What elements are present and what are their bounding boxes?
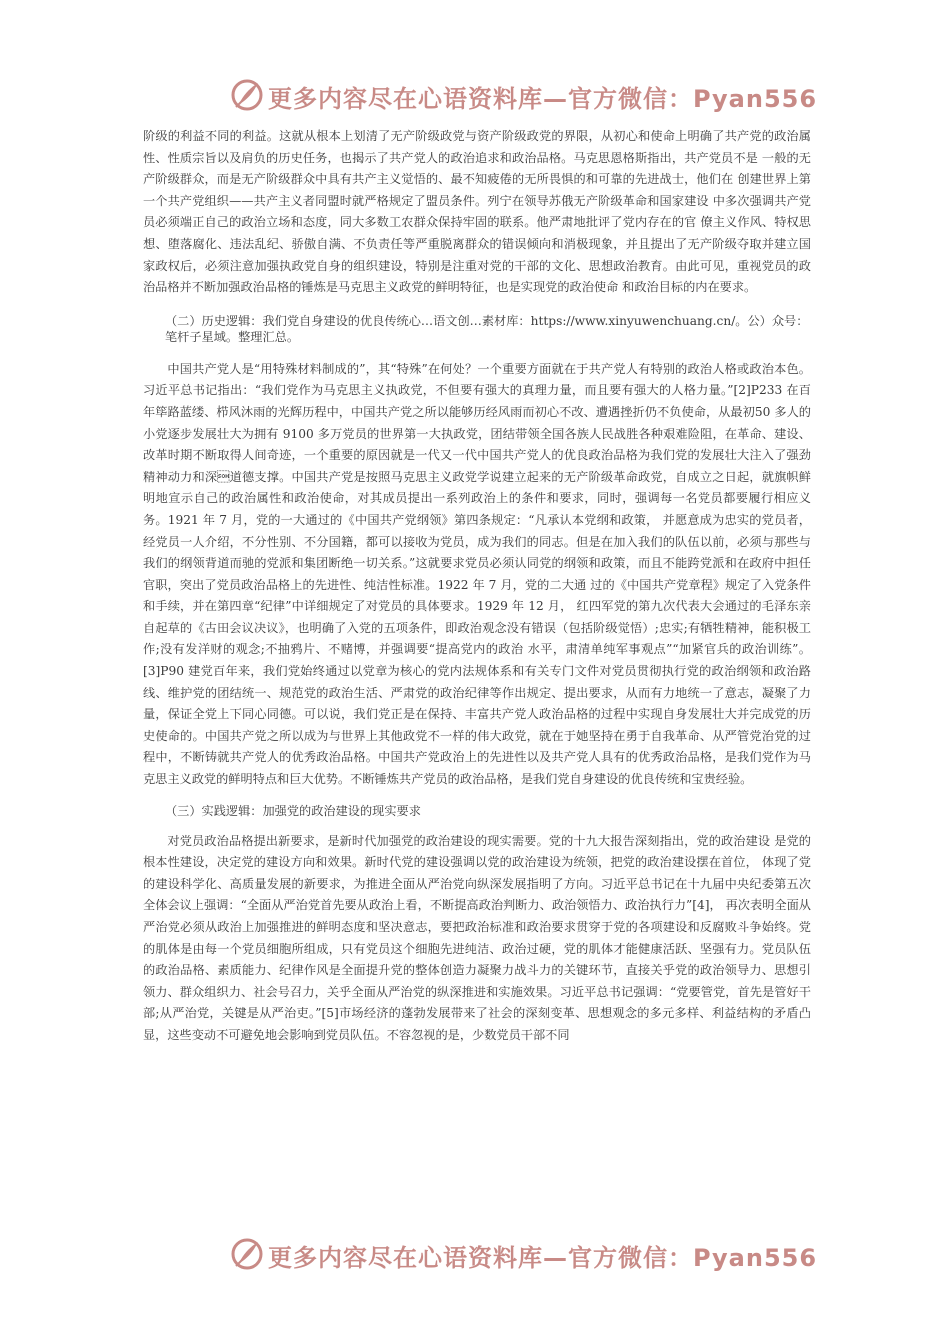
section-heading-historical-logic: （二）历史逻辑：我们党自身建设的优良传统心…语文创…素材库：https://www.xinyuwenchuang.cn/。公）众号：笔杆子星域。整理汇总。 [165, 313, 809, 344]
paragraph-practical-logic: 对党员政治品格提出新要求，是新时代加强党的政治建设的现实需要。党的十九大报告深刻指出，党的政治建设 是党的根本性建设，决定党的建设方向和效果。新时代党的建设强调以党的政治建设为统领，把党的政治建设摆在首位， 体现了党的建设科学化、高质量发展的新要求，为推进全面从严治党向纵深发展指明了方向。习近平总书记在十九届中央纪委第五次全体会议上强调：“全面从严治党首先要从政治上看，不断提高政治判断力、政治领悟力、政治执行力”[4]， 再次表明全面从严治党必须从政治上加强推进的鲜明态度和坚决意志，要把政治标准和政治要求贯穿于党的各项建设和反腐败斗争始终。党的肌体是由每一个党员细胞所组成，只有党员这个细胞先进纯洁、政治过硬，党的肌体才能健康活跃、坚强有力。党员队伍的政治品格、素质能力、纪律作风是全面提升党的整体创造力凝聚力战斗力的关键环节，直接关乎党的政治领导力、思想引领力、群众组织力、社会号召力，关乎全面从严治党的纵深推进和实施效果。习近平总书记强调：“党要管党，首先是管好干部;从严治党，关键是从严治吏。”[5]市场经济的蓬勃发展带来了社会的深刻变革、思想观念的多元多样、利益结构的矛盾凸显，这些变动不可避免地会影响到党员队伍。不容忽视的是，少数党员干部不同 [143, 833, 811, 1042]
feather-pen-logo-icon [230, 78, 264, 112]
paragraph-political-nature: 阶级的利益不同的利益。这就从根本上划清了无产阶级政党与资产阶级政党的界限，从初心和使命上明确了共产党的政治属性、性质宗旨以及肩负的历史任务，也揭示了共产党人的政治追求和政治品格。马克思恩格斯指出，共产党员不是 一般的无产阶级群众，而是无产阶级群众中具有共产主义觉悟的、最不知疲倦的无所畏惧的和可靠的先进战士，他们在 创建世界上第一个共产党组织——共产主义者同盟时就严格规定了盟员条件。列宁在领导苏俄无产阶级革命和国家建设 中多次强调共产党员必须端正自己的政治立场和态度，同大多数工农群众保持牢固的联系。他严肃地批评了党内存在的官 僚主义作风、特权思想、堕落腐化、违法乱纪、骄傲自满、不负责任等严重脱离群众的错误倾向和消极现象，并且提出了无产阶级夺取并建立国家政权后，必须注意加强执政党自身的组织建设，特别是注重对党的干部的文化、思想政治教育。由此可见，重视党员的政治品格并不断加强政治品格的锤炼是马克思主义政党的鲜明特征，也是实现党的政治使命 和政治目标的内在要求。 [143, 129, 811, 295]
banner-text: 更多内容尽在心语资料库—官方微信：Pyan556 [268, 85, 818, 113]
section-heading-practical-logic: （三）实践逻辑：加强党的政治建设的现实要求 [165, 803, 421, 818]
footer-watermark-banner [0, 1235, 950, 1275]
banner-text: 更多内容尽在心语资料库—官方微信：Pyan556 [268, 1244, 818, 1272]
feather-pen-logo-icon [230, 1237, 264, 1271]
document-body [143, 126, 811, 1047]
header-watermark-banner [0, 76, 950, 116]
paragraph-historical-logic: 中国共产党人是“用特殊材料制成的”，其“特殊”在何处？一个重要方面就在于共产党人有特别的政治人格或政治本色。习近平总书记指出：“我们党作为马克思主义执政党，不但要有强大的真理力量，而且要有强大的人格力量。”[2]P233 在百年筚路蓝缕、栉风沐雨的光辉历程中，中国共产党之所以能够历经风雨而初心不改、遭遇挫折仍不负使命，从最初50 多人的小党逐步发展壮大为拥有 9100 多万党员的世界第一大执政党，团结带领全国各族人民战胜各种艰难险阻，在革命、建设、改革时期不断取得人间奇迹，一个重要的原因就是一代又一代中国共产党人的优良政治品格为我们党的发展壮大注入了强劲精神动力和深道德支撑。中国共产党是按照马克思主义政党学说建立起来的无产阶级革命政党，自成立之日起，就旗帜鲜明地宣示自己的政治属性和政治使命，对其成员提出一系列政治上的条件和要求，同时，强调每一名党员都要履行相应义务。1921 年 7 月，党的一大通过的《中国共产党纲领》第四条规定：“凡承认本党纲和政策， 并愿意成为忠实的党员者，经党员一人介绍，不分性别、不分国籍，都可以接收为党员，成为我们的同志。但是在加入我们的队伍以前，必须与那些与我们的纲领背道而驰的党派和集团断绝一切关系。”这就要求党员必须认同党的纲领和政策，而且不能跨党派和在政府中担任官职，突出了党员政治品格上的先进性、纯洁性标准。1922 年 7 月，党的二大通 过的《中国共产党章程》规定了入党条件和手续，并在第四章“纪律”中详细规定了对党员的具体要求。1929 年 12 月， 红四军党的第九次代表大会通过的毛泽东亲自起草的《古田会议决议》，也明确了入党的五项条件，即政治观念没有错误（包括阶级觉悟）;忠实;有牺牲精神，能积极工作;没有发洋财的观念;不抽鸦片、不赌博，并强调要“提高党内的政治 水平，肃清单纯军事观点”“加紧官兵的政治训练”。[3]P90 建党百年来，我们党始终通过以党章为核心的党内法规体系和有关专门文件对党员贯彻执行党的政治纲领和政治路线、维护党的团结统一、规范党的政治生活、严肃党的政治纪律等作出规定、提出要求，从而有力地统一了意志，凝聚了力量，保证全党上下同心同德。可以说，我们党正是在保持、丰富共产党人政治品格的过程中实现自身发展壮大并完成党的历史使命的。中国共产党之所以成为与世界上其他政党不一样的伟大政党，就在于她坚持在勇于自我革命、从严管党治党的过程中，不断铸就共产党人的优秀政治品格。中国共产党政治上的先进性以及共产党人具有的优秀政治品格，是我们党作为马克思主义政党的鲜明特点和巨大优势。不断锤炼共产党员的政治品格，是我们党自身建设的优良传统和宝贵经验。 [143, 361, 811, 787]
